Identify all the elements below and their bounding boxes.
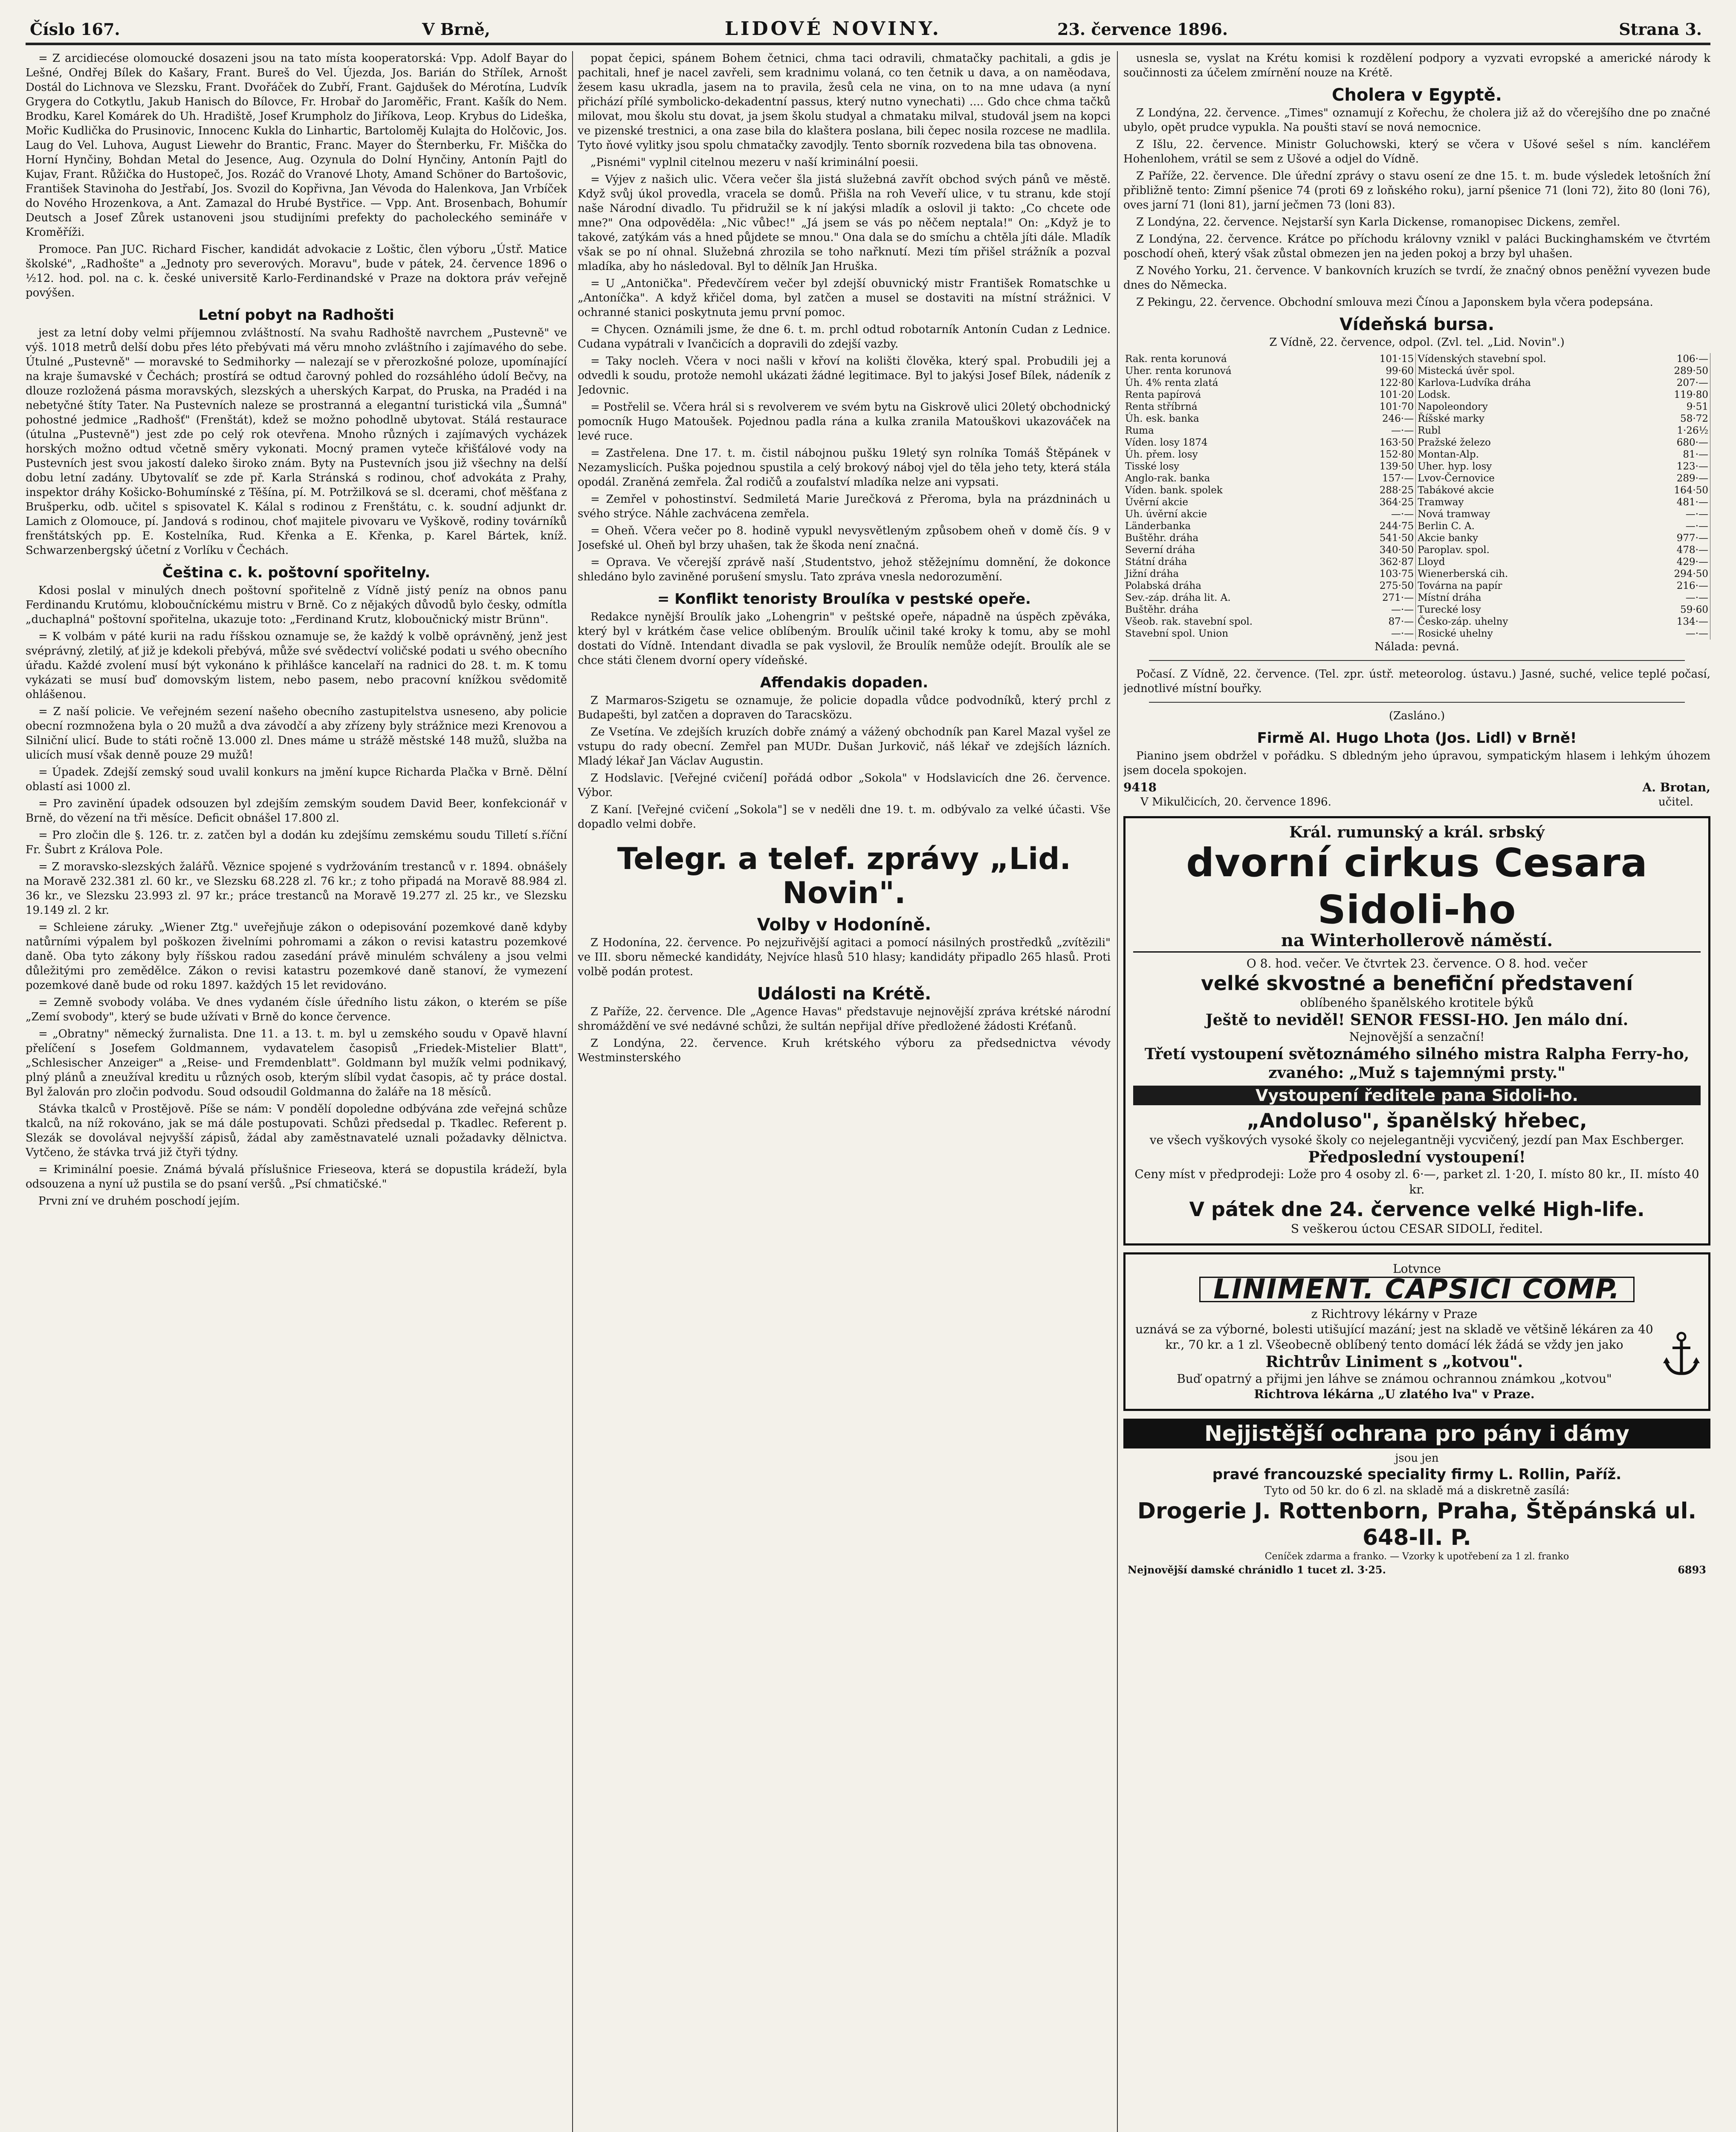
article-poem-end: „Pisnémi" vyplnil citelnou mezeru v naší kriminální poesii.: [590, 156, 919, 169]
bourse-security: Víden. bank. spolek: [1125, 485, 1223, 496]
article-freedom: = Zemně svobody volába. Ve dnes vydaném čísle úředního listu zákon, o kterém se píše „Zemí svobody", který se bude užívati v Brně do konce července.: [26, 996, 567, 1023]
bourse-row: [1123, 532, 1710, 544]
circus-location: na Winterhollerově náměstí.: [1133, 933, 1701, 953]
headline-affendakis: Affendakis dopaden.: [760, 674, 929, 691]
article-culpable-bankruptcy: = Pro zavinění úpadek odsouzen byl zdejším zemským soudem David Beer, konfekcionář v Brně, do vězení na tři měsíce. Deficit obnášel 17.800 zl.: [26, 797, 567, 825]
bourse-security: Rak. renta korunová: [1125, 353, 1227, 365]
article-radhost: jest za letní doby velmi příjemnou zvláštností. Na svahu Radhoště navrchem „Pustevně" ve výš. 1018 metrů delší dobu přes léto přebývati má věru mnoho zvláštního i zajímavého do sebe. Útulné „Pustevně" — moravské to Sedmihorky — nalezají se v přerozkošné poloze, upomínající na kraje šumavské v Čechách; prostírá se odtud čarovný pohled do rozsáhlého údolí Bečvy, na dlouze rozložená pásma moravských, slezských a uherských Karpat, do Pruska, na Pradéd i na nebetyčné štíty Tater. Na Pustevních naleze se prostranná a elegantní turistická vila „Šumná" pohostné jedmice „Radhošť" (Frenštát), kdež se možno pohodlně ubytovat. Stálá restaurace (útulna „Pustevně") jest zde po celý rok otevřena. Mnoho různých i zajímavých vycházek horských možno odtud včetně směry vykonati. Mocný pramen vyteče křišťálové vody na Pustevních jest svou jakostí daleko široko znám. Byty na Pustevních jsou již všechny na delší dobu letní zadány. Ubytovalíť se zde př. Karla Stránská s rodinou, choť advokáta z Prahy, inspektor dráhy Košicko-Bohumínské z Těšína, pí. M. Potržilková se sl. dcerami, choť měšťana z Brušperku, odb. učitel s spisovatel K. Kálal s rodinou z Frenštátu, c. k. soudní adjunkt dr. Lamich z Olomouce, pí. Jandová s rodinou, choť majitele pivovaru ve Vyškově, rodiny továrníků frenštátských pp. E. Kostelníka, Rud. Křenka a E. Křenka, p. Karel Bártek, kníž. Schwarzenbergský účetní z Vorlíku v Čechách.: [26, 327, 567, 557]
article-promotion: Promoce. Pan JUC. Richard Fischer, kandidát advokacie z Loštic, člen výboru „Ústř. Matice školské", „Radhošte" a „Jednoty pro severových. Moravu", bude v pátek, 24. července 1896 o ½12. hod. pol. na c. k. české universitě Karlo-Ferdinandské v Praze na doktora práv veřejně povýšen.: [26, 243, 567, 299]
article-weather: Počasí. Z Vídně, 22. července. (Tel. zpr. ústř. meteorolog. ústavu.) Jasné, suché, velice teplé počasí, jednotlivé místní bouřky.: [1123, 668, 1710, 695]
bourse-security: Úh. přem. losy: [1125, 449, 1198, 460]
bourse-price: 275·50: [1350, 580, 1416, 592]
liniment-pharmacy: z Richtrovy lékárny v Praze: [1311, 1307, 1478, 1321]
issue-date: 23. července 1896.: [1057, 20, 1228, 39]
bourse-row: [1123, 616, 1710, 628]
firm-letter-number: 9418: [1123, 780, 1157, 794]
bourse-security: Uher. renta korunová: [1125, 365, 1232, 377]
column-3: [1123, 51, 1710, 2132]
bourse-security: Tisské losy: [1125, 461, 1180, 472]
bourse-security: Napoleondory: [1418, 401, 1488, 412]
circus-sensation: Nejnovější a senzační!: [1349, 1030, 1485, 1044]
liniment-title: LINIMENT. CAPSICI COMP.: [1199, 1277, 1634, 1302]
bourse-price: —·—: [1350, 628, 1416, 640]
anchor-icon: [1662, 1331, 1701, 1378]
bourse-price: 152·80: [1350, 449, 1416, 461]
bourse-row: [1123, 425, 1710, 437]
bourse-subtitle: Z Vídně, 22. července, odpol. (Zvl. tel. „Lid. Novin".): [1269, 336, 1565, 349]
bourse-security: Länderbanka: [1125, 521, 1191, 532]
circus-highlife: V pátek dne 24. července velké High-life.: [1189, 1198, 1645, 1221]
bourse-price: 157·—: [1350, 472, 1416, 484]
bourse-security: Úh. esk. banka: [1125, 413, 1199, 424]
article-antonicek: = U „Antonička". Předevčírem večer byl zdejší obuvnický mistr František Romatschke u „Antoníčka". A když křičel doma, byl zatčen a musel se dostaviti na místní strážnici. V ochranné stanici poskytnuta jemu první pomoc.: [578, 277, 1111, 319]
bourse-price: 244·75: [1350, 520, 1416, 532]
bourse-price: 123·—: [1644, 461, 1710, 472]
bourse-security: Turecké losy: [1418, 604, 1481, 615]
bourse-price: 106·—: [1644, 353, 1710, 365]
liniment-warning: Buď opatrný a přijmi jen láhve se známou ochrannou známkou „kotvou": [1177, 1372, 1612, 1386]
article-kani: Z Kaní. [Veřejné cvičení „Sokola"] se v neděli dne 19. t. m. odbývalo za velké účasti. Vše dopadlo velmi dobře.: [578, 803, 1111, 831]
bourse-price: 680·—: [1644, 437, 1710, 449]
bourse-security: Nová tramway: [1418, 509, 1490, 520]
circus-horse-desc: ve všech vyškových vysoké školy co nejelegantněji vycvičený, jezdí pan Max Eschberger.: [1149, 1133, 1684, 1147]
article-vsetin: Ze Vsetína. Ve zdejších kruzích dobře známý a vážený obchodník pan Karel Mazal vyšel ze vstupu do rady obecní. Zemřel pan MUDr. Dušan Jurkovič, náš lékař ve zdejších lázních. Mladý lékař Jan Václav Augustin.: [578, 726, 1111, 768]
bourse-security: Jižní dráha: [1125, 568, 1179, 579]
bourse-row: [1123, 604, 1710, 616]
bourse-note: Nálada: pevná.: [1374, 640, 1459, 653]
bourse-security: Místní dráha: [1418, 592, 1481, 603]
article-dickens: Z Londýna, 22. července. Nejstarší syn Karla Dickense, romanopisec Dickens, zemřel.: [1136, 216, 1620, 229]
bourse-security: Buštěhr. dráha: [1125, 533, 1199, 544]
bourse-price: —·—: [1644, 508, 1710, 520]
bourse-price: 101·70: [1350, 401, 1416, 413]
bourse-price: 977·—: [1644, 532, 1710, 544]
bourse-row: [1123, 365, 1710, 377]
article-peking: Z Pekingu, 22. července. Obchodní smlouva mezi Čínou a Japonskem byla včera podepsána.: [1136, 296, 1653, 309]
article-cholera: Z Londýna, 22. července. „Times" oznamují z Kořechu, že cholera již až do včerejšího dne po značné ubylo, opět prudce vypukla. Na poušti staví se nová nemocnice.: [1123, 107, 1710, 134]
circus-band: Vystoupení ředitele pana Sidoli-ho.: [1133, 1086, 1701, 1105]
bourse-security: Paroplav. spol.: [1418, 545, 1490, 556]
article-buckingham: Z Londýna, 22. července. Krátce po příchodu královny vznikl v paláci Buckinghamském ve čtvrtém poschodí oheň, který však zůstal obmezen jen na jeden pokoj a brzy byl uhašen.: [1123, 233, 1710, 260]
page-number: Strana 3.: [1619, 20, 1702, 39]
article-affendakis: Z Marmaros-Szigetu se oznamuje, že policie dopadla vůdce podvodníků, který prchl z Budapešti, byl zatčen a dopraven do Taracsközu.: [578, 694, 1111, 721]
divider: [1149, 702, 1685, 703]
article-correction: = Oprava. Ve včerejší zprávě naší ,Studentstvo, jehož stěžejnímu domnění, že dokonce shledáno bylo zaviněné porušení smyslu. Tato zpráva vnesla nedorozumění.: [578, 556, 1111, 583]
bourse-security: Sev.-záp. dráha lit. A.: [1125, 592, 1231, 603]
bourse-price: 1·26½: [1644, 425, 1710, 437]
bourse-row: [1123, 449, 1710, 461]
bourse-security: Stavební spol. Union: [1125, 628, 1229, 639]
article-paris-crops: Z Paříže, 22. července. Dle úřední zprávy o stavu osení ze dne 15. t. m. bude výsledek letošních žní přibližně tento: Zimní pšenice 74 (proti 69 z loňského roku), jarní pšenice 71 (loni 72), žito 80 (loni 76), oves jarní 71 (loni 81), jarní ječmen 73 (loni 83).: [1123, 170, 1710, 211]
bourse-price: 481·—: [1644, 496, 1710, 508]
city: V Brně,: [422, 20, 490, 39]
zaslano-label: (Zasláno.): [1389, 710, 1445, 722]
circus-title: dvorní cirkus Cesara Sidoli-ho: [1186, 840, 1648, 933]
bourse-security: Polabská dráha: [1125, 580, 1201, 591]
divider: [1149, 660, 1685, 661]
article-bankruptcy: = Úpadek. Zdejší zemský soud uvalil konkurs na jmění kupce Richarda Plačka v Brně. Dělní oblastí asi 1000 zl.: [26, 766, 567, 793]
bourse-price: 81·—: [1644, 449, 1710, 461]
newspaper-title: LIDOVÉ NOVINY.: [725, 18, 941, 40]
bourse-price: 340·50: [1350, 544, 1416, 556]
article-fire: = Oheň. Včera večer po 8. hodině vypukl nevysvětleným způsobem oheň v domě čís. 9 v Josefské ul. Oheň byl brzy uhašen, tak že škoda není značná.: [578, 524, 1111, 552]
bourse-price: 101·15: [1350, 353, 1416, 365]
bourse-price: 246·—: [1350, 413, 1416, 425]
liniment-body: [1133, 1306, 1701, 1402]
bourse-price: 59·60: [1644, 604, 1710, 616]
article-shot: = Postřelil se. Včera hrál si s revolverem ve svém bytu na Giskrově ulici 20letý obchodnický pomocník Hugo Matoušek. Pojednou padla rána a kulka zranila Matouškovi ukazováček na levé ruce.: [578, 401, 1111, 443]
bourse-security: Továrna na papír: [1418, 580, 1502, 591]
bourse-security: Pražské železo: [1418, 437, 1491, 448]
bourse-price: 207·—: [1644, 377, 1710, 389]
bourse-security: Renta papírová: [1125, 389, 1201, 400]
headline-broulik: = Konflikt tenoristy Broulíka v pestské opeře.: [657, 591, 1031, 608]
liniment-desc: uznává se za výborné, bolesti utišující mazání; jest na skladě ve většině lékáren za 40 kr., 70 kr. a 1 zl. Všeobecně oblíbený tento domácí lék žádá se vždy jen jako: [1135, 1322, 1653, 1352]
bourse-price: —·—: [1350, 508, 1416, 520]
article-diocese: = Z arcidiecése olomoucké dosazeni jsou na tato místa kooperatorská: Vpp. Adolf Bayar do Lešné, Ondřej Bílek do Kašary, Frant. Bureš do Vel. Újezda, Jos. Barián do Střílek, Arnošt Dostál do Lichnova ve Slezsku, Frant. Dvořáček do Zubří, Frant. Gajdušek do Mérotína, Ludvík Grygera do Cotkytlu, Jakub Hanisch do Bílovce, Fr. Hrobař do Jaroměřic, Frant. Kašík do Nem. Brodku, Karel Komárek do Uh. Hradiště, Josef Krumpholz do Jiříkova, Leop. Krybus do Lideška, Mořic Kudlička do Prusinovic, Innocenc Kukla do Linhartic, Bartoloměj Kulajta do Holčovic, Jos. Laug do Vel. Luhova, August Liewehr do Brantic, Franc. Mayer do Šternberku, Fr. Miščka do Horní Hynčiny, Bohdan Metal do Jesence, Aug. Ozynula do Dolní Hynčiny, Antonín Pajtl do Kujav, Frant. Růžička do Hustopeč, Jos. Rozáč do Vranové Lhoty, Amand Schöner do Bartošovic, František Stavinoha do Jestřabí, Jos. Svozil do Kopřivna, Jan Vévoda do Halenkova, Jan Vrbíček do Nového Hrozenkova, a Ant. Zamazal do Hrubé Bystřice. — Vpp. Ant. Brosenbach, Bohumír Deutsch a Josef Zůrek ustanoveni jsou studijními prefekty do pacholeckého semináře v Kroměříži.: [26, 52, 567, 239]
circus-advertisement: [1123, 816, 1710, 1246]
article-elections: = K volbám v páté kurii na radu říšskou oznamuje se, že každý k volbě oprávněný, jenž jest svéprávný, zletilý, ať již je kdekoli přebývá, může své svědectví voličské podati u svého obecního úřadu. Každé zvolení musí být vykonáno k přihlášce kancelaří na radnici do 28. t. m. K tomu vykázati se musí buď domovským listem, nebo pasem, nebo pracovní knížkou svědomitě ohlášenou.: [26, 630, 567, 701]
bourse-row: [1123, 544, 1710, 556]
circus-matador-intro: oblíbeného španělského krotitele býků: [1300, 996, 1534, 1010]
article-killed: = Zastřelena. Dne 17. t. m. čistil nábojnou pušku 19letý syn rolníka Tomáš Štěpánek v Nezamyslicích. Puška pojednou spustila a celý brokový náboj vjel do těla jeho tety, která stála opodál. Zraněná zemřela. Žal rodičů a zoufalství mladíka nelze ani vypsati.: [578, 447, 1111, 489]
bourse-price: —·—: [1644, 520, 1710, 532]
firm-letter-text: Pianino jsem obdržel v pořádku. S dbledným jeho úpravou, sympatickým hlasem i lehkým úhozem jsem docela spokojen.: [1123, 750, 1710, 777]
rollin-line5: Nejnovější damské chránidlo 1 tucet zl. 3·25.: [1128, 1564, 1386, 1576]
bourse-price: 163·50: [1350, 437, 1416, 449]
article-crime: = Pro zločin dle §. 126. tr. z. zatčen byl a dodán ku zdejšímu zemskému soudu Tilletí s.říční Fr. Šubrt z Králova Pole.: [26, 829, 567, 856]
article-poetry: = Kriminální poesie. Známá bývalá příslušnice Frieseova, která se dopustila krádeží, byla odsouzena a nyní už pustila se do psaní veršů. „Psí chmatičské.": [26, 1163, 567, 1191]
circus-ferry: Třetí vystoupení světoznámého silného mistra Ralpha Ferry-ho, zvaného: „Muž s tajemnými prsty.": [1144, 1045, 1690, 1082]
article-died: = Zemřel v pohostinství. Sedmiletá Marie Jurečková z Přeroma, byla na prázdninách u svého strýce. Náhle zachvácena zemřela.: [578, 493, 1111, 520]
rollin-line3: Tyto od 50 kr. do 6 zl. na skladě má a diskretně zasílá:: [1264, 1484, 1570, 1497]
article-hodslavice: Z Hodslavic. [Veřejné cvičení] pořádá odbor „Sokola" v Hodslavicích dne 26. července. Výbor.: [578, 772, 1111, 799]
bourse-price: 294·50: [1644, 568, 1710, 580]
bourse-price: 216·—: [1644, 580, 1710, 592]
bourse-row: [1123, 353, 1710, 365]
headline-radhost: Letní pobyt na Radhošti: [198, 307, 394, 324]
bourse-price: 99·60: [1350, 365, 1416, 377]
liniment-small: Lotvnce: [1393, 1262, 1441, 1276]
article-journalist: = „Obratny" německý žurnalista. Dne 11. a 13. t. m. byl u zemského soudu v Opavě hlavní přelíčení s Josefem Goldmannem, vydavatelem časopisů „Friedek-Mistelier Blatt", „Schlesischer Anzeiger" a „Reise- und Fremdenblatt". Goldmann byl mužík velmi podnikavý, plný plánů a zneužíval kreditu u různých osob, kterým slíbil vydat časopis, ač ty práce dostal. Byl žalován pro zločin podvodu. Soud odsoudil Goldmanna do žaláře na 18 měsíců.: [26, 1028, 567, 1098]
rollin-line4: Ceníček zdarma a franko. — Vzorky k upotřebení za 1 zl. franko: [1264, 1551, 1569, 1562]
issue-number: Číslo 167.: [30, 20, 120, 39]
bourse-security: Ruma: [1125, 425, 1154, 436]
bourse-security: Rosické uhelny: [1418, 628, 1493, 639]
firm-letter-title: Firmě Al. Hugo Lhota (Jos. Lidl) v Brně!: [1257, 730, 1577, 747]
bourse-security: Montan-Alp.: [1418, 449, 1479, 460]
bourse-price: 364·25: [1350, 496, 1416, 508]
bourse-price: 271·—: [1350, 592, 1416, 604]
bourse-row: [1123, 461, 1710, 472]
rollin-banner: Nejjistější ochrana pro pány i dámy: [1123, 1419, 1710, 1448]
bourse-security: Říšské marky: [1418, 413, 1484, 424]
bourse-security: Berlin C. A.: [1418, 521, 1475, 532]
rollin-advertisement: [1123, 1419, 1710, 1577]
article-hodonin: Z Hodonína, 22. července. Po nejzuřivější agitaci a pomocí násilných prostředků „zvítězili" ve III. sboru německé kandidáty, Nejvíce hlasů 510 hlasy; kandidáty připadlo 265 hlasů. Proti volbě podán protest.: [578, 936, 1111, 978]
circus-horse: „Andoluso", španělský hřebec,: [1247, 1109, 1587, 1132]
headline-crete: Události na Krétě.: [757, 984, 932, 1004]
bourse-price: —·—: [1644, 628, 1710, 640]
bourse-security: Rubl: [1418, 425, 1441, 436]
circus-line1: Král. rumunský a král. srbský: [1289, 823, 1545, 841]
article-caught: = Chycen. Oznámili jsme, že dne 6. t. m. prchl odtud robotarník Antonín Cudan z Lednice. Cudana vypátrali v Ivančicích a dopravili do zdejší vazby.: [578, 323, 1111, 351]
bourse-row: [1123, 377, 1710, 389]
article-new-york: Z Nového Yorku, 21. července. V bankovních kruzích se tvrdí, že značný obnos peněžní vyvezen bude dnes do Německa.: [1123, 264, 1710, 292]
bourse-security: Akcie banky: [1418, 533, 1478, 544]
headline-bourse: Vídeňská bursa.: [1339, 315, 1495, 334]
bourse-row: [1123, 389, 1710, 401]
bourse-price: 362·87: [1350, 556, 1416, 568]
article-strike: Stávka tkalců v Prostějově. Píše se nám: V pondělí dopoledne odbývána zde veřejná schůze tkalců, na níž rokováno, jak se má dále postupovati. Schůzi předsedal p. Tkadlec. Referent p. Slezák se dovolával nejvyšší zápisů, žádal aby zaměstnavatelé uznali požadavky dělnictva. Vytčeno, že stávka trvá již čtyři týdny.: [26, 1103, 567, 1159]
circus-benefit: velké skvostné a benefiční představení: [1201, 972, 1633, 995]
article-street-scene: = Výjev z našich ulic. Včera večer šla jistá služebná zavřít obchod svých pánů ve městě. Když svůj úkol provedla, vracela se domů. Přišla na roh Veveří ulice, v tu stranu, kde stojí naše Národní divadlo. Tu přidružil se k ní jakýsi mladík a oslovil ji takto: „Co chcete ode mne?" Ona odpověděla: „Nic vůbec!" „Já jsem se vás po něčem neptala!" On: „Když je to takové, zatýkám vás a hned půjdete se mnou." Ona dala se do smíchu a chtěla jíti dále. Mladík však se po ní ohnal. Služebná zhrozila se toho nařknutí. Mezi tím přišel strážník a pozval mladíka, aby ho následoval. Byl to dělník Jan Hruška.: [578, 173, 1111, 273]
bourse-price: 9·51: [1644, 401, 1710, 413]
article-postal-savings: Kdosi poslal v minulých dnech poštovní spořitelně z Vídně jistý peníz na obnos panu Ferdinandu Krutómu, kloboučníckému mistru v Brně. Co z nějakých důvodů bylo česky, odmítla „duchaplná" poštovní spořitelna, ukazuje toto: „Ferdinand Krutz, kloboučnický mistr Brünn".: [26, 584, 567, 626]
bourse-security: Anglo-rak. banka: [1125, 473, 1210, 484]
column-divider: [572, 51, 573, 2132]
firm-letter-place-row: [1123, 795, 1710, 809]
article-police: = Z naší policie. Ve veřejném sezení našeho obecního zastupitelstva usneseno, aby policie obecní rozmnožena byla o 20 mužů a dva závodčí a aby zřízeny byly strážnice mezi Krenovou a Silniční ulicí. Bude to státi ročně 13.000 zl. Dnes máme u strážě městské 148 mužů, služba na ulicích musí však denně pouze 29 mužů!: [26, 705, 567, 762]
bourse-security: Víden. losy 1874: [1125, 437, 1208, 448]
bourse-price: 119·80: [1644, 389, 1710, 401]
bourse-row: [1123, 401, 1710, 413]
bourse-row: [1123, 556, 1710, 568]
liniment-address: Richtrova lékárna „U zlatého lva" v Praze.: [1254, 1387, 1535, 1401]
bourse-price: 429·—: [1644, 556, 1710, 568]
article-last-line: Prvni zní ve druhém poschodí jejím.: [38, 1195, 240, 1208]
bourse-table: [1123, 353, 1710, 640]
bourse-security: Karlova-Ludvíka dráha: [1418, 377, 1531, 388]
bourse-security: Wienerberská cih.: [1418, 568, 1508, 579]
bourse-security: Severní dráha: [1125, 545, 1195, 556]
bourse-row: [1123, 484, 1710, 496]
liniment-product: Richtrův Liniment s „kotvou".: [1265, 1353, 1523, 1371]
bourse-row: [1123, 496, 1710, 508]
bourse-row: [1123, 413, 1710, 425]
bourse-price: —·—: [1350, 425, 1416, 437]
bourse-price: 164·50: [1644, 484, 1710, 496]
column-2: [578, 51, 1111, 2132]
bourse-price: —·—: [1644, 592, 1710, 604]
bourse-security: Úvěrní akcie: [1125, 497, 1188, 508]
bourse-price: 288·25: [1350, 484, 1416, 496]
article-night: = Taky nocleh. Včera v noci našli v křoví na kolišti člověka, který spal. Probudili jej a odvedli k soudu, protože nemohl ukázati žádné legitimace. Byl to jakýsi Josef Bílek, nádeník z Jedovnic.: [578, 355, 1111, 397]
headline-telegrams: Telegr. a telef. zprávy „Lid. Novin".: [617, 841, 1071, 910]
bourse-price: 122·80: [1350, 377, 1416, 389]
bourse-security: Státní dráha: [1125, 556, 1187, 568]
bourse-security: Vídenských stavební spol.: [1418, 353, 1546, 365]
rollin-drogerie: Drogerie J. Rottenborn, Praha, Štěpánská ul. 648-II. P.: [1137, 1498, 1697, 1550]
bourse-security: Mistecká úvěr spol.: [1418, 365, 1515, 377]
bourse-security: Všeob. rak. stavební spol.: [1125, 616, 1253, 627]
rollin-footer-row: [1123, 1563, 1710, 1577]
firm-letter-sign-row: [1123, 780, 1710, 795]
bourse-security: Úh. 4% renta zlatá: [1125, 377, 1218, 388]
article-broulik: Redakce nynější Broulík jako „Lohengrin" v peštské opeře, nápadně na úspěch zpěváka, který byl v krátkém čase velice oblíbeným. Broulík učinil také kroky k tomu, aby se mohl dostati do Vídně. Intendant divadla se pak vyslovil, že Broulík nemůže odejít. Broulík ale se chce státi členem dvorní opery vídeňské.: [578, 611, 1111, 667]
bourse-security: Lvov-Černovice: [1418, 473, 1495, 484]
bourse-security: Uher. hyp. losy: [1418, 461, 1492, 472]
bourse-price: —·—: [1350, 604, 1416, 616]
headline-hodonin: Volby v Hodoníně.: [757, 915, 932, 935]
article-crete-cont: usnesla se, vyslat na Krétu komisi k rozdělení podpory a vyzvati evropské a americké národy k součinnosti za účelem zmírnění nouze na Krétě.: [1123, 52, 1710, 79]
bourse-price: 134·—: [1644, 616, 1710, 628]
bourse-security: Tramway: [1418, 497, 1464, 508]
bourse-price: 478·—: [1644, 544, 1710, 556]
bourse-security: Uh. úvěrní akcie: [1125, 509, 1207, 520]
newspaper-page: [26, 17, 1710, 2132]
rollin-line1: jsou jen: [1395, 1452, 1439, 1465]
firm-letter-place: V Mikulčicích, 20. července 1896.: [1140, 796, 1331, 808]
bourse-price: 87·—: [1350, 616, 1416, 628]
bourse-security: Lodsk.: [1418, 389, 1451, 400]
circus-prices: Ceny míst v předprodeji: Lože pro 4 osoby zl. 6·—, parket zl. 1·20, I. místo 80 kr., II. místo 40 kr.: [1134, 1167, 1699, 1196]
bourse-price: 289·50: [1644, 365, 1710, 377]
firm-letter-signature: A. Brotan,: [1642, 780, 1710, 794]
rollin-line2: pravé francouzské speciality firmy L. Rollin, Paříž.: [1212, 1466, 1622, 1483]
bourse-price: 103·75: [1350, 568, 1416, 580]
bourse-security: Buštěhr. dráha: [1125, 604, 1199, 615]
circus-matador: Ještě to neviděl! SENOR FESSI-HO. Jen málo dní.: [1205, 1011, 1629, 1029]
bourse-row: [1123, 437, 1710, 449]
masthead: [26, 17, 1710, 45]
circus-director: S veškerou úctou CESAR SIDOLI, ředitel.: [1290, 1222, 1543, 1236]
column-1: [26, 51, 567, 2132]
bourse-price: 139·50: [1350, 461, 1416, 472]
bourse-row: [1123, 472, 1710, 484]
firm-letter-role: učitel.: [1658, 796, 1693, 808]
bourse-security: Česko-záp. uhelny: [1418, 616, 1508, 627]
article-prisons: = Z moravsko-slezských žalářů. Věznice spojené s vydržováním trestanců v r. 1894. obnášely na Moravě 232.381 zl. 60 kr., ve Slezsku 68.228 zl. 76 kr.; z toho připadá na Moravě 88.984 zl. 36 kr., ve Slezsku 23.993 zl. 97 kr.; práce trestanců na Moravě 19.277 zl. 25 kr., ve Slezsku 19.149 zl. 2 kr.: [26, 860, 567, 917]
rollin-number: 6893: [1678, 1564, 1706, 1576]
article-poem-cont: popat čepici, spánem Bohem četnici, chma taci odravili, chmatačky pachitali, a gdis je pachitali, hnef je nacel zavřeli, sem kradnimu volaná, co ten četnik u dava, a on naměodava, žesem kasu ukradla, jasem na to pravila, žesů cela ne vina, on to na mne udava (a nyní přichází přílé symbolicko-dekadentní passus, který nutno vynechati) .... Gdo chce chma tačků milovat, mou školu stu dovat, ja jsem školu studyal a chmataku milval, studovál jsem na kopci ve pizenské trestnici, a ona zase bila do klaštera poslana, bili čepec nosila rozcese ne madlila. Tyto ňové vylitky jsou spolu chmatačky zavodjly. Tento sborník rozvedena bila tas obnovena.: [578, 52, 1111, 152]
bourse-row: [1123, 508, 1710, 520]
bourse-security: Tabákové akcie: [1418, 485, 1494, 496]
column-divider: [1117, 51, 1118, 2132]
circus-time: O 8. hod. večer. Ve čtvrtek 23. července. O 8. hod. večer: [1246, 956, 1588, 970]
circus-penultimate: Předposlední vystoupení!: [1308, 1148, 1526, 1166]
bourse-row: [1123, 628, 1710, 640]
liniment-advertisement: [1123, 1252, 1710, 1411]
bourse-price: 541·50: [1350, 532, 1416, 544]
bourse-price: 58·72: [1644, 413, 1710, 425]
headline-cholera: Cholera v Egyptě.: [1332, 85, 1502, 105]
bourse-security: Lloyd: [1418, 556, 1445, 568]
bourse-row: [1123, 592, 1710, 604]
liniment-text: [1133, 1306, 1655, 1402]
bourse-price: 101·20: [1350, 389, 1416, 401]
headline-postal-savings: Čeština c. k. poštovní spořitelny.: [162, 564, 431, 581]
bourse-security: Renta stříbrná: [1125, 401, 1198, 412]
bourse-row: [1123, 520, 1710, 532]
bourse-row: [1123, 568, 1710, 580]
article-crete-paris: Z Paříže, 22. července. Dle „Agence Havas" představuje nejnovější zpráva krétské národní shromáždění ve své nedávné schůzi, že sultán nepřijal dříve předložené žádosti Kréťanů.: [578, 1005, 1111, 1033]
article-isl: Z Išlu, 22. července. Ministr Goluchowski, který se včera v Ušové sešel s ním. kancléřem Hohenlohem, vrátil se sem z Ušové a odjel do Vídně.: [1123, 138, 1710, 165]
bourse-row: [1123, 580, 1710, 592]
article-crete-london: Z Londýna, 22. července. Kruh krétského výboru za předsednictva vévody Westminsterského: [578, 1037, 1111, 1064]
article-laws: = Schleiene záruky. „Wiener Ztg." uveřejňuje zákon o odepisování pozemkové daně kdyby natůrními výpalem byl poškozen živelními pohromami a zákon o revisi katastru pozemkové daně. Oba tyto zákony byly říšskou radou zasedání právě minulém schváleny a jsou velmi důležitými pro zemědělce. Zákon o revisi katastru pozemkové daně stanoví, že vymezení pozemkové daně bude od roku 1897. každých 15 let revidováno.: [26, 921, 567, 992]
bourse-price: 289·—: [1644, 472, 1710, 484]
